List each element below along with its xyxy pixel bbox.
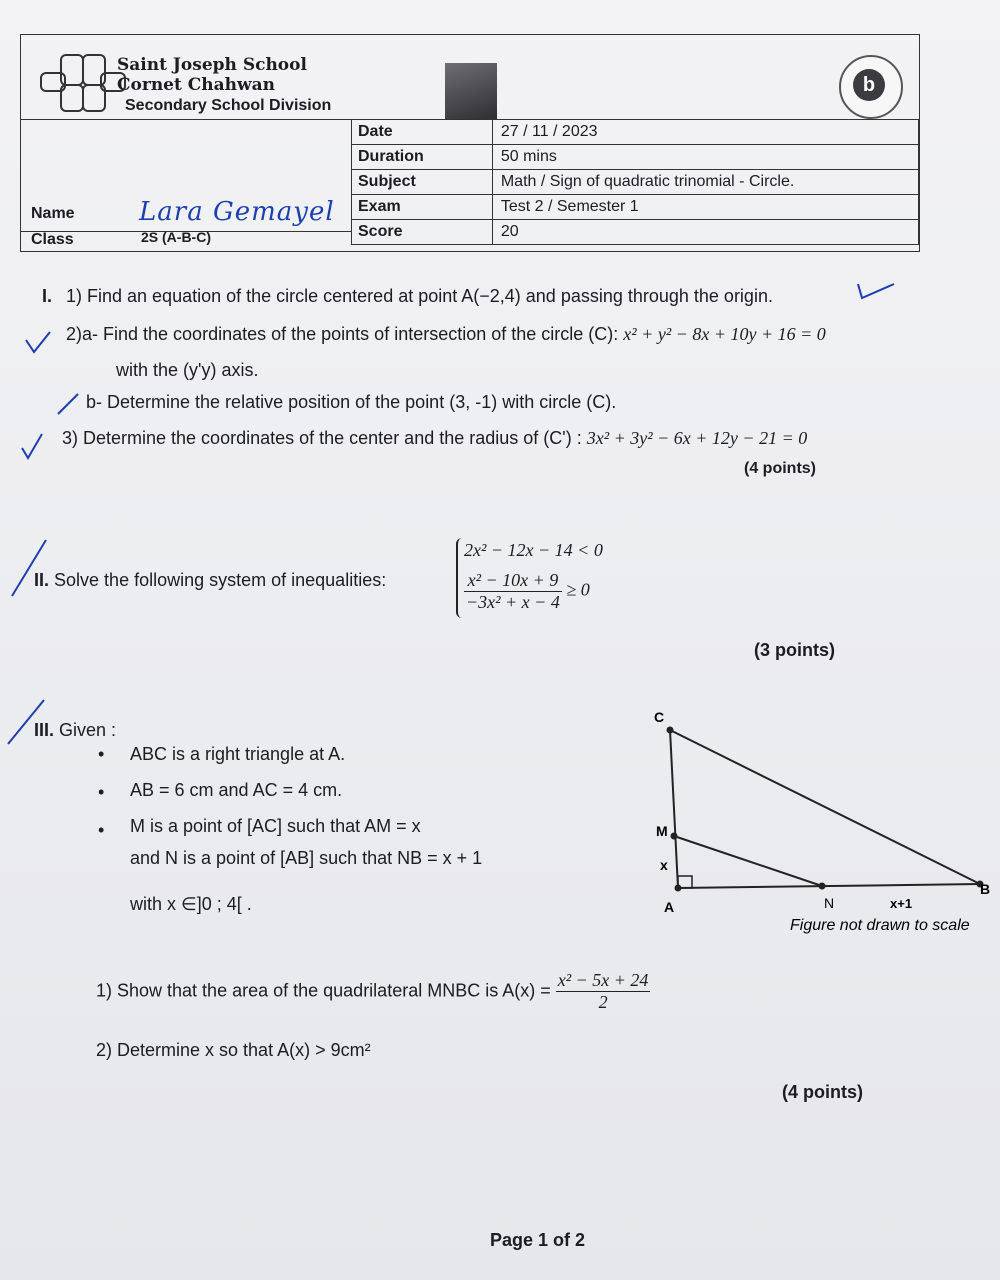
info-row-duration: Duration 50 mins (352, 145, 919, 170)
check-mark-icon (56, 392, 80, 416)
school-seal-icon: b (839, 55, 903, 119)
info-row-score: Score 20 (352, 220, 919, 245)
section1-q2b: b- Determine the relative position of the point (3, -1) with circle (C). (86, 392, 617, 412)
label-b: B (980, 881, 991, 897)
info-row-exam: Exam Test 2 / Semester 1 (352, 195, 919, 220)
bullet-icon: • (98, 744, 105, 764)
inequality-2: $\frac{\text{x² − 10x + 9}}{\text{−3x² + x − 4}}$ ≥ 0 (466, 570, 590, 612)
point-n (819, 883, 826, 890)
page-number: Page 1 of 2 (490, 1230, 586, 1250)
point-c (667, 727, 674, 734)
info-row-date: Date 27 / 11 / 2023 (352, 120, 919, 145)
student-name-handwritten: Lara Gemayel (139, 197, 335, 227)
name-label: Name (31, 205, 75, 222)
check-mark-icon (24, 330, 52, 354)
section3-q2: 2) Determine x so that A(x) > 9cm² (96, 1040, 371, 1060)
label-n: N (824, 895, 835, 911)
given-item-3: M is a point of [AC] such that AM = x (130, 816, 421, 836)
given-item-2: AB = 6 cm and AC = 4 cm. (130, 780, 343, 800)
segment-ac (670, 730, 678, 888)
section1-q2a: 2)a- Find the coordinates of the points of intersection of the circle (C): x² + y² − 8x + 10y + 16 = 0 (66, 324, 826, 344)
class-label: Class (31, 231, 74, 248)
circle-c-equation: x² + y² − 8x + 10y + 16 = 0 (623, 324, 826, 344)
point-a (675, 885, 682, 892)
section1-q1: 1) Find an equation of the circle centered at point A(−2,4) and passing through the origin. (66, 286, 773, 306)
section2-points: (3 points) (754, 640, 835, 660)
section1-points: (4 points) (744, 460, 816, 477)
section1-number: I. (42, 286, 53, 306)
segment-mn (674, 836, 822, 886)
section2-text: II. Solve the following system of inequalities: (34, 570, 387, 590)
given-item-3-domain: with x ∈]0 ; 4[ . (130, 894, 252, 914)
check-mark-icon (856, 280, 896, 302)
bullet-icon: • (98, 782, 105, 802)
label-a: A (664, 899, 675, 915)
given-item-1: ABC is a right triangle at A. (130, 744, 346, 764)
triangle-figure (650, 700, 1000, 940)
given-item-3-continued: and N is a point of [AB] such that NB = x + 1 (130, 848, 483, 868)
class-value: 2S (A-B-C) (141, 229, 211, 245)
award-badge-icon (445, 63, 497, 119)
school-division: Secondary School Division (125, 97, 332, 114)
bullet-icon: • (98, 820, 105, 840)
check-mark-icon (20, 432, 44, 460)
exam-info-table (351, 119, 919, 245)
section3-given: III. Given : (34, 720, 117, 740)
label-x-plus-1: x+1 (890, 896, 913, 911)
label-x: x (660, 857, 668, 873)
segment-ab (678, 884, 980, 888)
school-logo-icon (33, 51, 129, 115)
inequality-1: 2x² − 12x − 14 < 0 (464, 540, 603, 560)
label-c: C (654, 709, 665, 725)
exam-header (20, 34, 920, 252)
point-m (671, 833, 678, 840)
header-divider (21, 119, 351, 120)
segment-cb (670, 730, 980, 884)
section3-points: (4 points) (782, 1082, 863, 1102)
info-row-subject: Subject Math / Sign of quadratic trinomial - Circle. (352, 170, 919, 195)
figure-caption: Figure not drawn to scale (790, 917, 970, 934)
section3-q1: 1) Show that the area of the quadrilateral MNBC is A(x) = $\frac{\text{x² − 5x + 24}}{2}$ (96, 970, 649, 1012)
section1-q2a-continued: with the (y'y) axis. (116, 360, 259, 380)
school-name: Saint Joseph School Cornet Chahwan (117, 55, 307, 95)
section1-q3: 3) Determine the coordinates of the center and the radius of (C') : 3x² + 3y² − 6x + 12y − 21 = 0 (62, 428, 808, 448)
label-m: M (656, 823, 668, 839)
circle-c-prime-equation: 3x² + 3y² − 6x + 12y − 21 = 0 (586, 428, 808, 448)
